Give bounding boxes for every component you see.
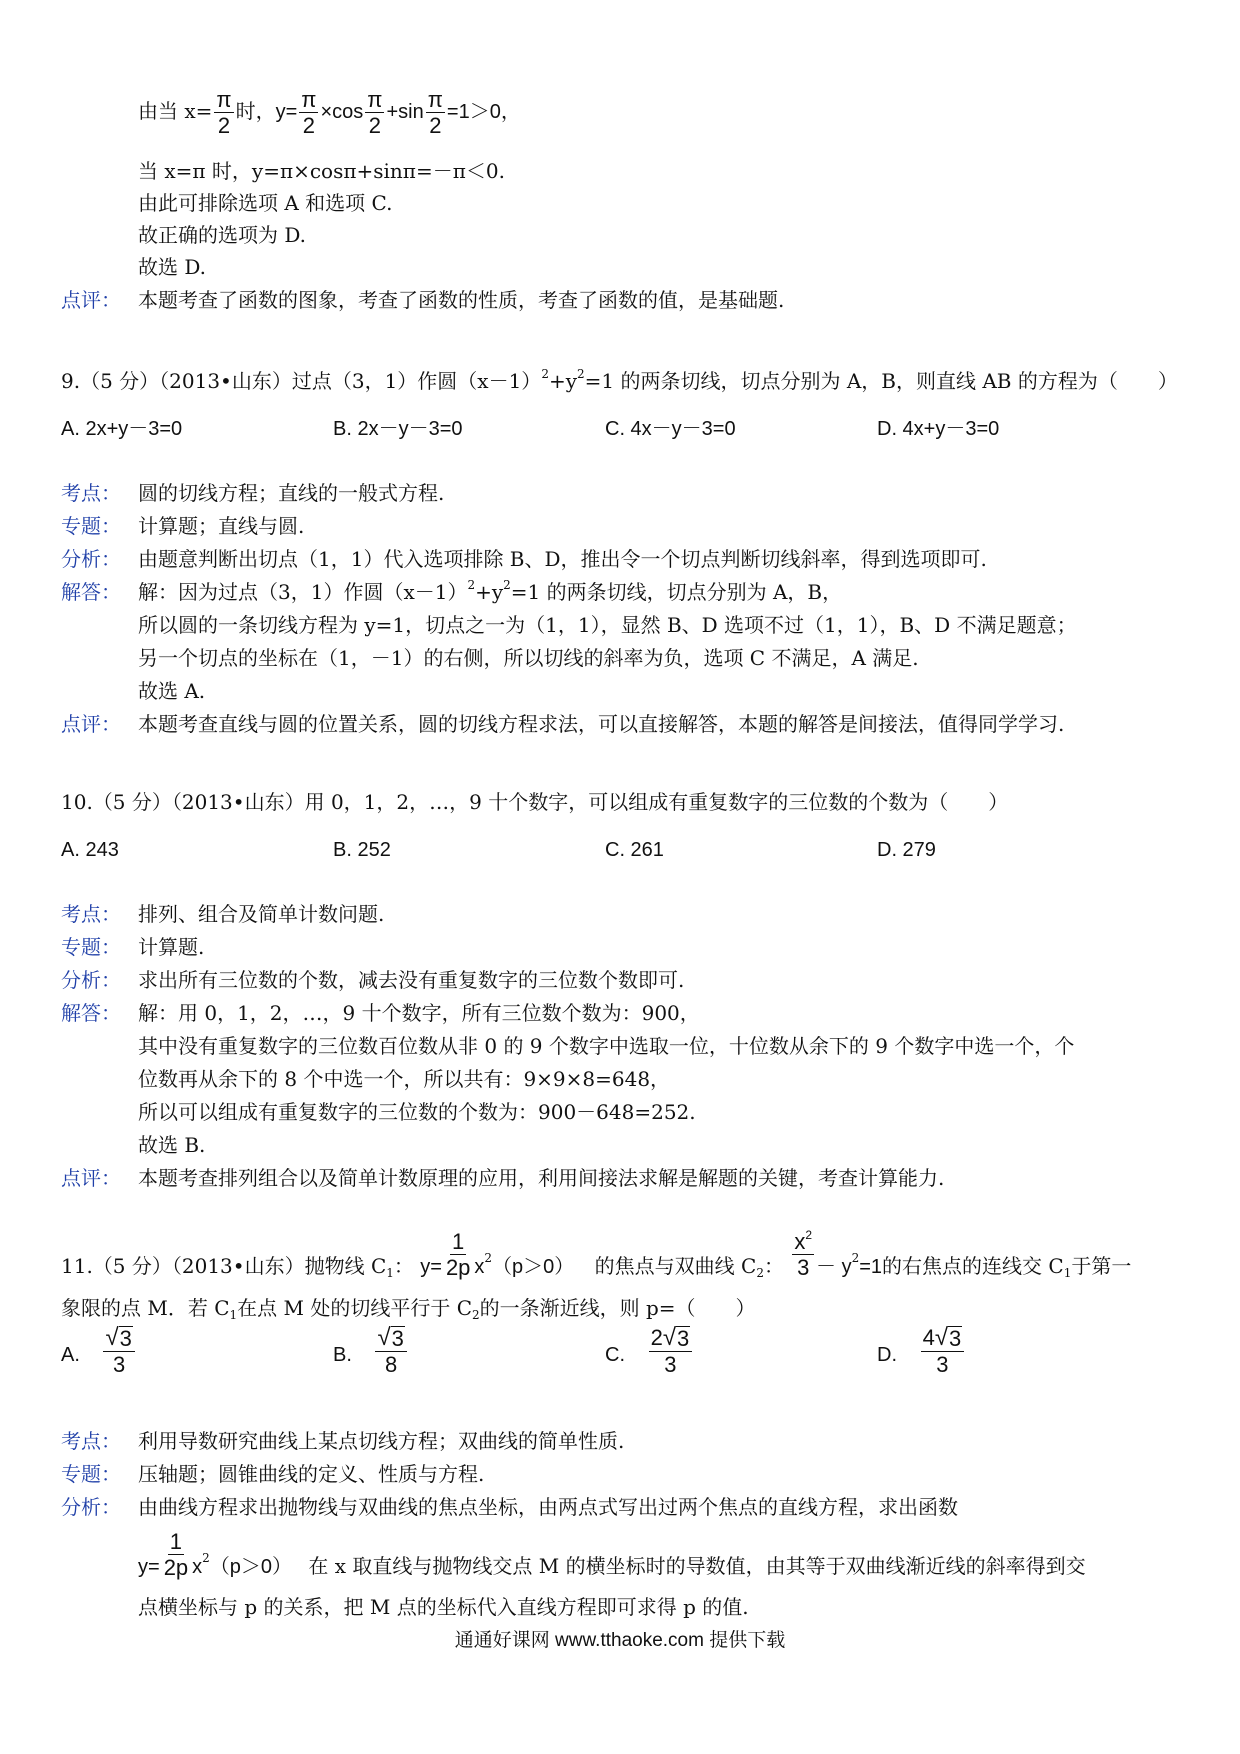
q9-jieda-line-1: 解：因为过点（3，1）作圆$(x-1)^2+y^2=1$ 的两条切线，切点分别为 A，B，	[138, 578, 843, 604]
q11-option-a: A. √ 3 3	[61, 1326, 137, 1376]
q9-option-c: C. 4x－y－3=0	[605, 418, 736, 440]
q9-zhuanti-label: 专题：	[61, 514, 121, 538]
comment-text: 本题考查了函数的图象，考查了函数的性质，考查了函数的值，是基础题.	[138, 288, 785, 312]
q11-zhuanti: 压轴题；圆锥曲线的定义、性质与方程.	[138, 1462, 485, 1486]
q9-fenxi-label: 分析：	[61, 547, 121, 571]
solution-line-4: 故正确的选项为 D.	[138, 223, 307, 247]
q9-dianping: 本题考查直线与圆的位置关系，圆的切线方程求法，可以直接解答，本题的解答是间接法，值得同学学习.	[138, 712, 1065, 736]
q10-jieda-line-5: 故选 B.	[138, 1133, 206, 1157]
q11-fenxi-line-1: 由曲线方程求出抛物线与双曲线的焦点坐标，由两点式写出过两个焦点的直线方程，求出函数	[138, 1495, 958, 1519]
q10-zhuanti: 计算题.	[138, 935, 205, 959]
page-footer: 通通好课网 www.tthaoke.com 提供下载	[454, 1630, 786, 1651]
q10-option-a: A. 243	[61, 839, 119, 861]
q10-option-b: B. 252	[333, 839, 391, 861]
q9-jieda-line-4: 故选 A.	[138, 679, 206, 703]
q9-option-b: B. 2x－y－3=0	[333, 418, 463, 440]
q9-option-d: D. 4x+y－3=0	[877, 418, 1000, 440]
q11-fenxi-line-3: 点横坐标与 p 的关系，把 M 点的坐标代入直线方程即可求得 p 的值.	[138, 1595, 749, 1619]
solution-line-1: 由当 x= $\frac{\pi}{2}$ 时，y= $\frac{\pi}{2}$ ×cos $\frac{\pi}{2}$ +sin $\frac{\pi}{2}$ =1＞0，	[138, 87, 521, 139]
q10-kaodian: 排列、组合及简单计数问题.	[138, 902, 385, 926]
comment-label: 点评：	[61, 288, 121, 312]
q10-dianping-label: 点评：	[61, 1166, 121, 1190]
q9-kaodian-label: 考点：	[61, 481, 121, 505]
q11-stem-line-2: 象限的点 M．若 $C_1$在点 M 处的切线平行于 $C_2$的一条渐近线，则 p=（ ）	[61, 1296, 756, 1322]
q9-kaodian: 圆的切线方程；直线的一般式方程.	[138, 481, 445, 505]
q11-option-d: D. 4 √ 3 3	[877, 1326, 966, 1376]
q10-dianping: 本题考查排列组合以及简单计数原理的应用，利用间接法求解是解题的关键，考查计算能力.	[138, 1166, 945, 1190]
q10-kaodian-label: 考点：	[61, 902, 121, 926]
q10-stem: 10.（5 分）（2013•山东）用 0，1，2，…，9 十个数字，可以组成有重复数字的三位数的个数为（ ）	[61, 790, 1009, 814]
q10-jieda-line-4: 所以可以组成有重复数字的三位数的个数为：900－648=252.	[138, 1100, 696, 1124]
q11-option-c: C. 2 √ 3 3	[605, 1326, 694, 1376]
q11-stem-line-1: 11.（5 分）（2013•山东）抛物线 $C_1$： y= $\frac{1}{2p}$ $x^2(p>0)$ 的焦点与双曲线 $C_2$： $\frac{x^2}{3}$ － $y^2=1$的右焦点的连线交 $C_1$于第一	[61, 1228, 1132, 1281]
q10-jieda-line-1: 解：用 0，1，2，…，9 十个数字，所有三位数个数为：900，	[138, 1001, 700, 1025]
solution-line-5: 故选 D.	[138, 255, 207, 279]
q10-fenxi-label: 分析：	[61, 968, 121, 992]
q9-jieda-label: 解答：	[61, 580, 121, 604]
q11-kaodian: 利用导数研究曲线上某点切线方程；双曲线的简单性质.	[138, 1429, 625, 1453]
q10-fenxi: 求出所有三位数的个数，减去没有重复数字的三位数个数即可.	[138, 968, 685, 992]
q11-zhuanti-label: 专题：	[61, 1462, 121, 1486]
q11-fenxi-line-2: y= $\frac{1}{2p}$ $x^2(p>0)$ 在 x 取直线与抛物线交点 M 的横坐标时的导数值，由其等于双曲线渐近线的斜率得到交	[138, 1529, 1086, 1581]
q9-dianping-label: 点评：	[61, 712, 121, 736]
q10-option-c: C. 261	[605, 839, 664, 861]
q9-jieda-line-2: 所以圆的一条切线方程为 y=1，切点之一为（1，1），显然 B、D 选项不过（1，1），B、D 不满足题意；	[138, 613, 1077, 637]
q9-zhuanti: 计算题；直线与圆.	[138, 514, 305, 538]
q9-fenxi: 由题意判断出切点（1，1）代入选项排除 B、D，推出令一个切点判断切线斜率，得到选项即可.	[138, 547, 987, 571]
q9-jieda-line-3: 另一个切点的坐标在（1，－1）的右侧，所以切线的斜率为负，选项 C 不满足，A 满足.	[138, 646, 919, 670]
q9-stem: 9.（5 分）（2013•山东）过点（3，1）作圆$(x-1)^2+y^2=1$ 的两条切线，切点分别为 A，B，则直线 AB 的方程为（ ）	[61, 367, 1178, 393]
solution-line-2: 当 x=π 时，y=π×cosπ+sinπ=－π＜0.	[138, 159, 505, 183]
q10-jieda-line-3: 位数再从余下的 8 个中选一个，所以共有：9×9×8=648，	[138, 1067, 671, 1091]
q10-jieda-line-2: 其中没有重复数字的三位数百位数从非 0 的 9 个数字中选取一位，十位数从余下的 9 个数字中选一个，个	[138, 1034, 1075, 1058]
q11-option-b: B. √ 3 8	[333, 1326, 409, 1376]
q11-kaodian-label: 考点：	[61, 1429, 121, 1453]
q9-option-a: A. 2x+y－3=0	[61, 418, 183, 440]
q10-zhuanti-label: 专题：	[61, 935, 121, 959]
q10-jieda-label: 解答：	[61, 1001, 121, 1025]
solution-line-3: 由此可排除选项 A 和选项 C.	[138, 191, 393, 215]
q11-fenxi-label: 分析：	[61, 1495, 121, 1519]
q10-option-d: D. 279	[877, 839, 936, 861]
